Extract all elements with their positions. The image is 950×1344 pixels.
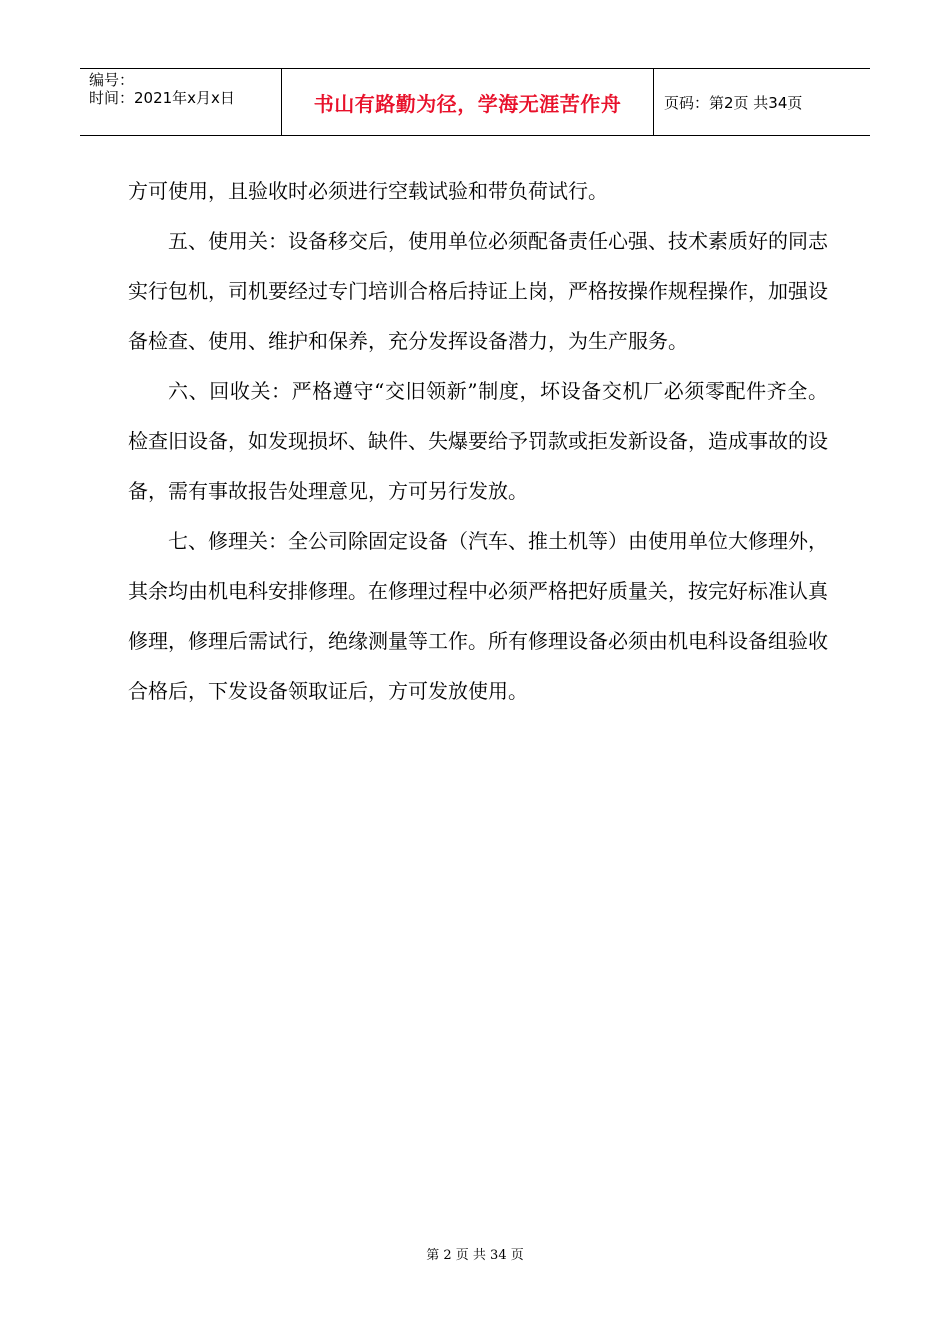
paragraph-continuation: 方可使用，且验收时必须进行空载试验和带负荷试行。	[128, 179, 608, 203]
paragraph-recovery-section: 六、回收关：严格遵守“交旧领新”制度，坏设备交机厂必须零配件齐全。检查旧设备，如发现损坏、缺件、失爆要给予罚款或拒发新设备，造成事故的设备，需有事故报告处理意见，方可另行发放。	[128, 379, 828, 503]
header-motto-cell	[282, 69, 654, 135]
motto-text: 书山有路勤为径，学海无涯苦作舟	[313, 91, 622, 116]
header-page-cell	[654, 69, 870, 135]
doc-number-label: 编号：	[89, 71, 135, 89]
document-header	[80, 68, 870, 136]
page-footer: 第 2 页 共 34 页	[426, 1248, 524, 1263]
date-label: 时间：2021年x月x日	[89, 89, 235, 107]
paragraph-repair-section: 七、修理关：全公司除固定设备（汽车、推土机等）由使用单位大修理外，其余均由机电科安排修理。在修理过程中必须严格把好质量关，按完好标准认真修理，修理后需试行，绝缘测量等工作。所有修理设备必须由机电科设备组验收合格后，下发设备领取证后，方可发放使用。	[128, 529, 828, 703]
paragraph-usage-section: 五、使用关：设备移交后，使用单位必须配备责任心强、技术素质好的同志实行包机，司机要经过专门培训合格后持证上岗，严格按操作规程操作，加强设备检查、使用、维护和保养，充分发挥设备潜力，为生产服务。	[128, 229, 828, 353]
page-info-label: 页码：第2页 共34页	[664, 93, 803, 112]
header-meta-cell	[80, 69, 282, 135]
document-body	[128, 166, 828, 716]
